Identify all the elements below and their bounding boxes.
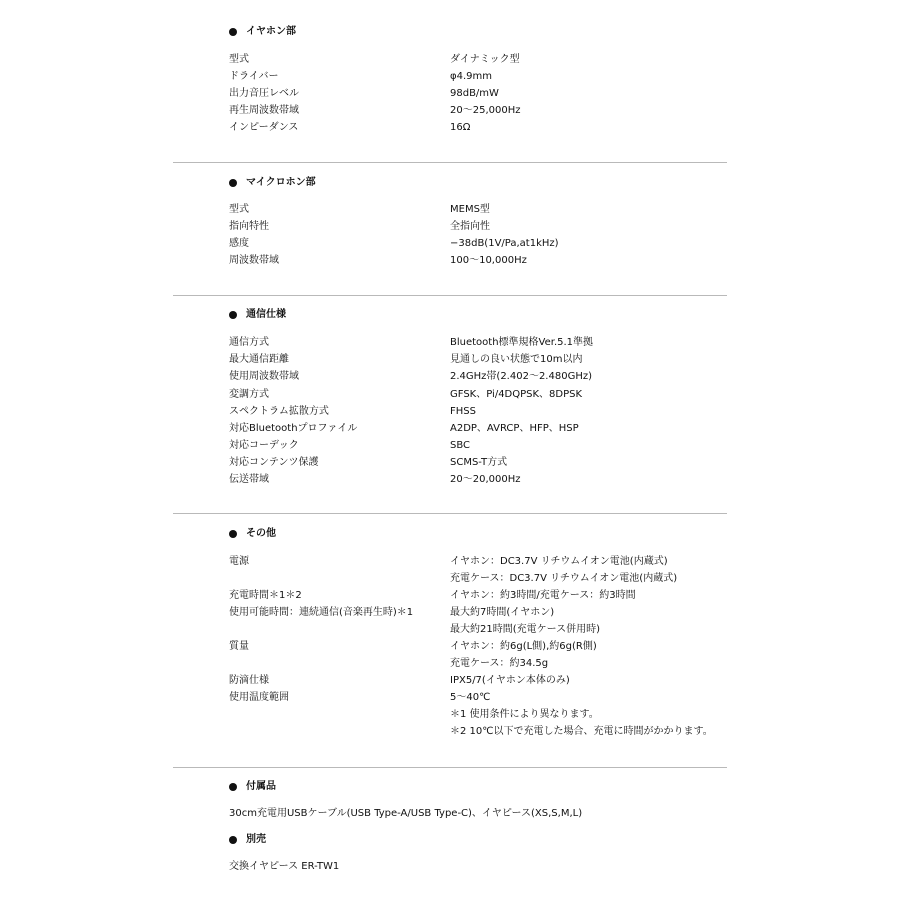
spec-value: 最大約21時間(充電ケース併用時): [450, 624, 601, 635]
spec-row: [229, 68, 749, 85]
spec-value: 2.4GHz帯(2.402〜2.480GHz): [450, 371, 592, 382]
spec-label: ドライバー: [229, 71, 279, 82]
section-heading-other: [229, 527, 276, 541]
spec-value: 16Ω: [450, 122, 471, 133]
spec-value: イヤホン：約3時間/充電ケース：約3時間: [450, 590, 636, 601]
spec-label: 最大通信距離: [229, 354, 289, 365]
section-title: その他: [246, 528, 276, 539]
section-title: マイクロホン部: [246, 177, 316, 188]
bullet-icon: [229, 783, 237, 791]
spec-label: 防滴仕様: [229, 675, 269, 686]
spec-label: 使用温度範囲: [229, 692, 289, 703]
spec-row: [229, 235, 749, 252]
spec-value: Bluetooth標準規格Ver.5.1準拠: [450, 337, 594, 348]
spec-label: 対応コーデック: [229, 440, 299, 451]
spec-value: 全指向性: [450, 221, 490, 232]
spec-row: [229, 471, 749, 488]
spec-row: [229, 723, 749, 740]
section-heading-microphone: [229, 176, 316, 190]
spec-label: 型式: [229, 54, 249, 65]
bullet-icon: [229, 836, 237, 844]
spec-value: 100〜10,000Hz: [450, 255, 527, 266]
spec-value: 充電ケース：DC3.7V リチウムイオン電池(内蔵式): [450, 573, 678, 584]
spec-label: 再生周波数帯域: [229, 105, 299, 116]
spec-value: 最大約7時間(イヤホン): [450, 607, 555, 618]
section-heading-communication: [229, 308, 286, 322]
spec-row: [229, 334, 749, 351]
accessories-text: 30cm充電用USBケーブル(USB Type-A/USB Type-C)、イヤピース(XS,S,M,L): [229, 808, 583, 819]
spec-row: [229, 85, 749, 102]
sold-separately-text: 交換イヤピース ER-TW1: [229, 861, 340, 872]
spec-row: [229, 587, 749, 604]
bullet-icon: [229, 28, 237, 36]
bullet-icon: [229, 530, 237, 538]
spec-row: [229, 672, 749, 689]
spec-value: −38dB(1V/Pa,at1kHz): [450, 238, 559, 249]
spec-value: SCMS-T方式: [450, 457, 508, 468]
spec-row: [229, 570, 749, 587]
spec-label: 使用可能時間：連続通信(音楽再生時)＊1: [229, 607, 414, 618]
section-title: イヤホン部: [246, 26, 296, 37]
section-divider: [173, 162, 727, 163]
section-title: 別売: [246, 834, 266, 845]
spec-label: 対応Bluetoothプロファイル: [229, 423, 358, 434]
section-title: 付属品: [246, 781, 276, 792]
spec-row: [229, 706, 749, 723]
spec-value: ＊2 10℃以下で充電した場合、充電に時間がかかります。: [450, 726, 713, 737]
spec-row: [229, 689, 749, 706]
spec-label: 変調方式: [229, 389, 269, 400]
section-heading-sold-separately: [229, 833, 266, 847]
spec-row: [229, 655, 749, 672]
spec-row: [229, 621, 749, 638]
spec-label: 伝送帯域: [229, 474, 269, 485]
spec-value: 98dB/mW: [450, 88, 499, 99]
spec-value: 見通しの良い状態で10m以内: [450, 354, 583, 365]
section-divider: [173, 513, 727, 514]
spec-row: [229, 553, 749, 570]
section-title: 通信仕様: [246, 309, 286, 320]
spec-label: 指向特性: [229, 221, 269, 232]
spec-label: インピーダンス: [229, 122, 299, 133]
spec-label: 型式: [229, 204, 249, 215]
spec-value: φ4.9mm: [450, 71, 492, 82]
section-divider: [173, 767, 727, 768]
spec-row: [229, 403, 749, 420]
spec-label: 感度: [229, 238, 249, 249]
spec-row: [229, 368, 749, 385]
spec-value: 20〜25,000Hz: [450, 105, 521, 116]
spec-label: 通信方式: [229, 337, 269, 348]
spec-row: [229, 218, 749, 235]
spec-row: [229, 201, 749, 218]
spec-row: [229, 437, 749, 454]
spec-row: [229, 604, 749, 621]
spec-label: スペクトラム拡散方式: [229, 406, 329, 417]
spec-value: A2DP、AVRCP、HFP、HSP: [450, 423, 579, 434]
spec-value: MEMS型: [450, 204, 490, 215]
spec-row: [229, 420, 749, 437]
spec-value: ＊1 使用条件により異なります。: [450, 709, 599, 720]
spec-row: [229, 454, 749, 471]
spec-value: IPX5/7(イヤホン本体のみ): [450, 675, 570, 686]
spec-label: 出力音圧レベル: [229, 88, 299, 99]
spec-label: 対応コンテンツ保護: [229, 457, 319, 468]
spec-value: FHSS: [450, 406, 476, 417]
spec-value: イヤホン：DC3.7V リチウムイオン電池(内蔵式): [450, 556, 668, 567]
spec-label: 使用周波数帯域: [229, 371, 299, 382]
section-heading-earphone: [229, 25, 296, 39]
spec-label: 周波数帯域: [229, 255, 279, 266]
spec-label: 質量: [229, 641, 249, 652]
spec-row: [229, 386, 749, 403]
spec-label: 充電時間＊1＊2: [229, 590, 302, 601]
spec-row: [229, 252, 749, 269]
spec-value: SBC: [450, 440, 471, 451]
spec-row: [229, 351, 749, 368]
bullet-icon: [229, 179, 237, 187]
spec-value: 5〜40℃: [450, 692, 491, 703]
spec-value: ダイナミック型: [450, 54, 520, 65]
spec-row: [229, 119, 749, 136]
spec-label: 電源: [229, 556, 249, 567]
bullet-icon: [229, 311, 237, 319]
spec-value: 充電ケース：約34.5g: [450, 658, 549, 669]
spec-row: [229, 638, 749, 655]
spec-value: GFSK、Pi/4DQPSK、8DPSK: [450, 389, 583, 400]
spec-row: [229, 51, 749, 68]
section-divider: [173, 295, 727, 296]
section-heading-accessories: [229, 780, 276, 794]
spec-value: 20〜20,000Hz: [450, 474, 521, 485]
spec-value: イヤホン：約6g(L側),約6g(R側): [450, 641, 597, 652]
spec-row: [229, 102, 749, 119]
